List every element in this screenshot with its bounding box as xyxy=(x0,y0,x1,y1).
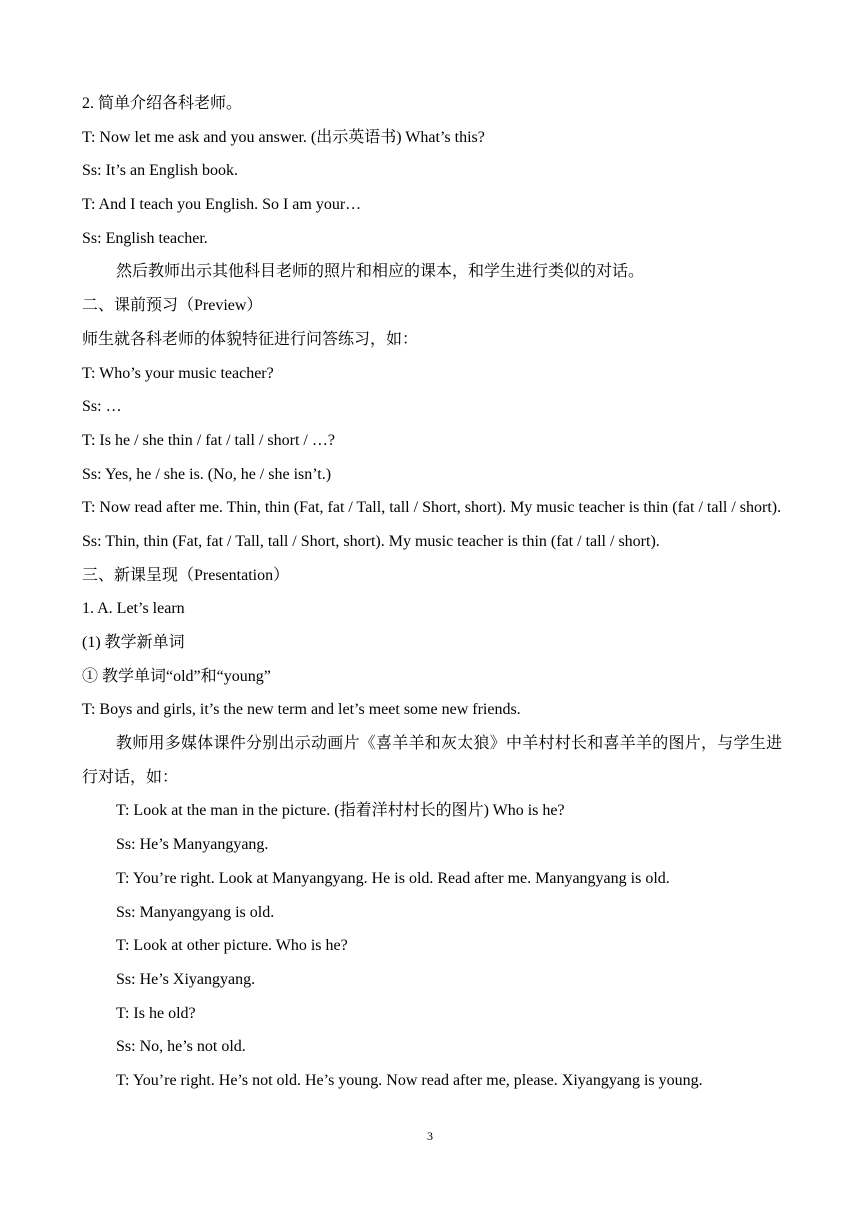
text-line: ① 教学单词“old”和“young” xyxy=(82,667,271,685)
text-line: Ss: He’s Xiyangyang. xyxy=(116,970,256,988)
document-body xyxy=(82,87,782,1098)
text-line: Ss: No, he’s not old. xyxy=(116,1038,246,1056)
text-line: T: You’re right. He’s not old. He’s young. Now read after me, please. Xiyangyang is young. xyxy=(116,1071,703,1089)
text-line: Ss: English teacher. xyxy=(82,229,208,247)
text-line: (1) 教学新单词 xyxy=(82,634,185,652)
text-line: 2. 简单介绍各科老师。 xyxy=(82,95,243,112)
text-line: T: Boys and girls, it’s the new term and let’s meet some new friends. xyxy=(82,701,521,719)
text-line: Ss: Manyangyang is old. xyxy=(116,903,275,921)
text-line: T: Look at other picture. Who is he? xyxy=(116,937,348,955)
text-line: Ss: Yes, he / she is. (No, he / she isn’t.) xyxy=(82,465,332,483)
text-line: T: Now let me ask and you answer. (出示英语书) What’s this? xyxy=(82,128,485,146)
text-line: 然后教师出示其他科目老师的照片和相应的课本，和学生进行类似的对话。 xyxy=(116,263,645,281)
section-heading: 三、新课呈现（Presentation） xyxy=(82,566,290,584)
text-line: T: You’re right. Look at Manyangyang. He is old. Read after me. Manyangyang is old. xyxy=(116,869,670,887)
text-line: T: Look at the man in the picture. (指着洋村村长的图片) Who is he? xyxy=(116,802,565,820)
text-line: 师生就各科老师的体貌特征进行问答练习，如： xyxy=(82,330,419,348)
text-paragraph: T: Now read after me. Thin, thin (Fat, fat / Tall, tall / Short, short). My music teacher is thin (fat / tall / short). xyxy=(82,499,782,517)
text-line: Ss: It’s an English book. xyxy=(82,162,239,180)
text-line: T: Who’s your music teacher? xyxy=(82,364,274,382)
text-line: Ss: Thin, thin (Fat, fat / Tall, tall / Short, short). My music teacher is thin (fat / tall / short). xyxy=(82,532,660,550)
section-heading: 二、课前预习（Preview） xyxy=(82,297,263,315)
page-number: 3 xyxy=(427,1129,433,1143)
text-line: T: Is he old? xyxy=(116,1004,196,1022)
text-line: Ss: He’s Manyangyang. xyxy=(116,836,269,854)
text-line: T: And I teach you English. So I am your… xyxy=(82,196,362,214)
text-paragraph: 教师用多媒体课件分别出示动画片《喜羊羊和灰太狼》中羊村村长和喜羊羊的图片，与学生进行对话，如： xyxy=(82,735,782,786)
text-line: 1. A. Let’s learn xyxy=(82,600,185,618)
text-line: T: Is he / she thin / fat / tall / short / …? xyxy=(82,431,335,449)
text-line: Ss: … xyxy=(82,398,122,416)
